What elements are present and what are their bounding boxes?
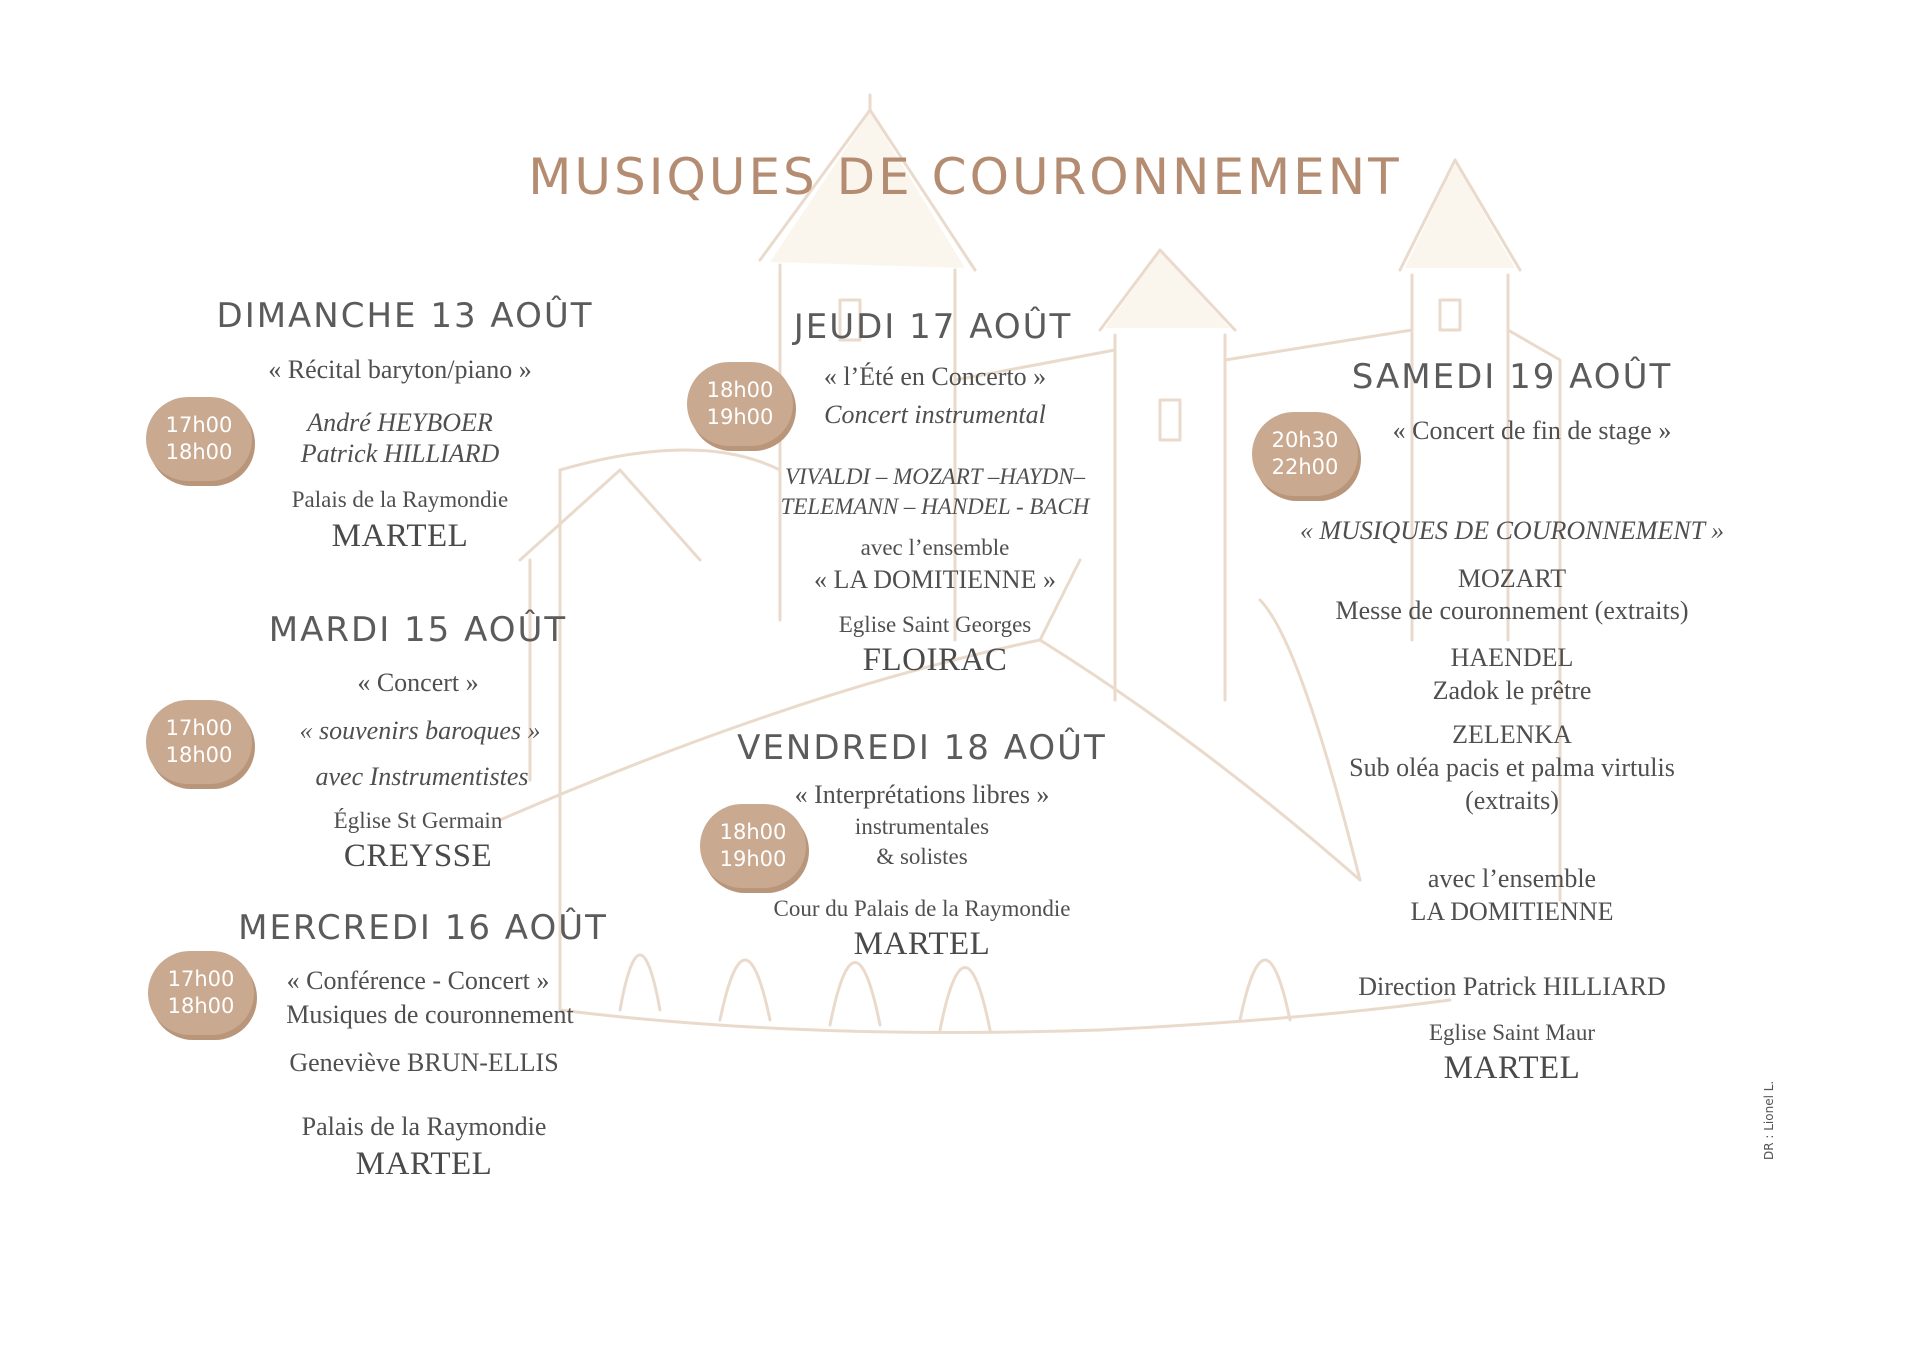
event-subtitle: « Concert de fin de stage » [1392, 416, 1672, 445]
event-venue: Eglise Saint Georges [838, 612, 1032, 637]
event-line: & solistes [876, 844, 968, 869]
event-day: MARDI 15 AOÛT [268, 610, 568, 650]
time-end: 18h00 [165, 743, 233, 767]
time-end: 19h00 [719, 847, 787, 871]
event-venue: Eglise Saint Maur [1428, 1020, 1596, 1045]
composer-name: MOZART [1457, 564, 1567, 593]
event-day: VENDREDI 18 AOÛT [737, 728, 1107, 768]
event-day: MERCREDI 16 AOÛT [238, 908, 608, 948]
event-venue: Palais de la Raymondie [291, 487, 509, 512]
event-city: MARTEL [1443, 1050, 1581, 1086]
time-start: 18h00 [706, 378, 774, 402]
time-badge [1252, 412, 1358, 496]
work-title: Zadok le prêtre [1432, 676, 1592, 705]
program-title: « MUSIQUES DE COURONNEMENT » [1299, 516, 1725, 545]
ensemble-name: LA DOMITIENNE [1410, 897, 1614, 926]
work-title: (extraits) [1465, 786, 1559, 815]
composer-name: HAENDEL [1450, 643, 1574, 672]
event-venue: Église St Germain [333, 808, 503, 833]
event-subtitle: « Conférence - Concert » [286, 966, 550, 995]
ensemble-name: « LA DOMITIENNE » [814, 565, 1056, 594]
event-day: JEUDI 17 AOÛT [793, 307, 1073, 347]
event-city: FLOIRAC [862, 642, 1008, 678]
event-city: CREYSSE [343, 838, 493, 874]
event-line: Musiques de couronnement [286, 1000, 574, 1029]
time-badge [148, 951, 254, 1035]
time-end: 18h00 [167, 994, 235, 1018]
event-city: MARTEL [331, 518, 469, 554]
time-badge [146, 397, 252, 481]
event-day: SAMEDI 19 AOÛT [1351, 357, 1673, 397]
performer-name: Patrick HILLIARD [300, 439, 500, 468]
event-direction: Direction Patrick HILLIARD [1358, 972, 1666, 1001]
time-start: 20h30 [1271, 428, 1339, 452]
ensemble-intro: avec l’ensemble [860, 535, 1010, 560]
time-badge [687, 362, 793, 446]
work-title: Sub oléa pacis et palma virtulis [1349, 753, 1675, 782]
time-end: 18h00 [165, 440, 233, 464]
time-badge [146, 700, 252, 784]
event-venue: Cour du Palais de la Raymondie [773, 896, 1071, 921]
time-start: 17h00 [165, 716, 233, 740]
composers-line: VIVALDI – MOZART –HAYDN– [784, 464, 1086, 489]
time-start: 18h00 [719, 820, 787, 844]
ensemble-intro: avec l’ensemble [1427, 864, 1597, 893]
event-line: instrumentales [854, 814, 990, 839]
event-line: avec Instrumentistes [315, 762, 529, 791]
event-day: DIMANCHE 13 AOÛT [216, 296, 594, 336]
event-subtitle: « Concert » [357, 668, 479, 697]
performer-name: André HEYBOER [307, 408, 493, 437]
work-title: Messe de couronnement (extraits) [1335, 596, 1689, 625]
photo-credit: DR : Lionel L. [1762, 1080, 1776, 1160]
page-title: MUSIQUES DE COURONNEMENT [528, 148, 1402, 206]
event-venue: Palais de la Raymondie [301, 1112, 547, 1141]
event-city: MARTEL [355, 1146, 493, 1182]
time-end: 19h00 [706, 405, 774, 429]
event-subtitle: « l’Été en Concerto » [823, 362, 1047, 391]
speaker-name: Geneviève BRUN-ELLIS [289, 1048, 559, 1077]
composers-line: TELEMANN – HANDEL - BACH [780, 494, 1090, 519]
event-subtitle: « Récital baryton/piano » [268, 355, 532, 384]
time-start: 17h00 [167, 967, 235, 991]
event-line: Concert instrumental [824, 400, 1046, 429]
time-start: 17h00 [165, 413, 233, 437]
event-city: MARTEL [853, 926, 991, 962]
event-line: « souvenirs baroques » [299, 716, 541, 745]
time-end: 22h00 [1271, 455, 1339, 479]
time-badge [700, 804, 806, 888]
event-subtitle: « Interprétations libres » [794, 780, 1050, 809]
composer-name: ZELENKA [1452, 720, 1572, 749]
